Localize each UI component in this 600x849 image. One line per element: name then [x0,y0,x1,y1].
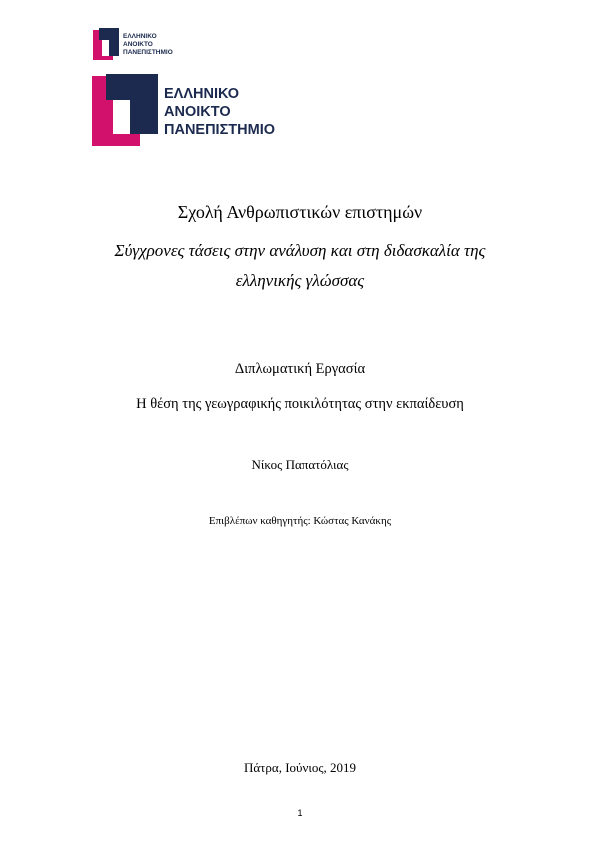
logo-large-line-1: ΕΛΛΗΝΙΚΟ [164,86,240,102]
thesis-type: Διπλωματική Εργασία [234,361,366,377]
thesis-title: Η θέση της γεωγραφικής ποικιλότητας στην εκπαίδευση [136,396,464,412]
logo-large-line-3: ΠΑΝΕΠΙΣΤΗΜΙΟ [164,122,276,138]
program-title-line-1: Σύγχρονες τάσεις στην ανάλυση και στη διδασκαλία της [114,241,486,260]
logo-small-line-1: ΕΛΛΗΝΙΚΟ [123,33,157,40]
university-logo-small [93,28,203,62]
supervisor: Επιβλέπων καθηγητής: Κώστας Κανάκης [208,515,392,527]
logo-small-line-2: ΑΝΟΙΚΤΟ [123,41,153,48]
logo-large-line-2: ΑΝΟΙΚΤΟ [164,104,231,120]
author-name: Νίκος Παπατόλιας [251,457,349,472]
program-title-line-2: ελληνικής γλώσσας [235,271,365,290]
university-logo-large [92,74,292,146]
page-number: 1 [297,808,303,818]
place-date: Πάτρα, Ιούνιος, 2019 [243,760,356,775]
logo-small-line-3: ΠΑΝΕΠΙΣΤΗΜΙΟ [123,49,173,56]
school-name: Σχολή Ανθρωπιστικών επιστημών [177,202,423,222]
